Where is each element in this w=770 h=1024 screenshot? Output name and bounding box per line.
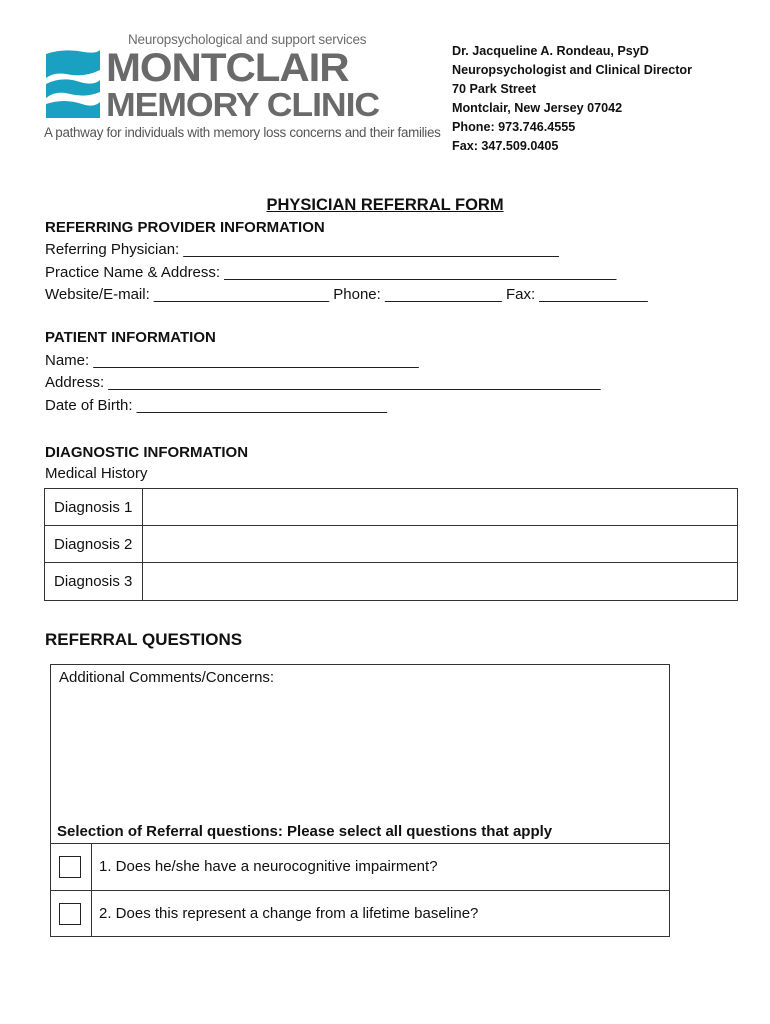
diagnosis-label: Diagnosis 3 [45, 563, 143, 600]
patient-name-field[interactable]: Name: _______________________________________ [45, 352, 419, 369]
patient-dob-field[interactable]: Date of Birth: ______________________________ [45, 397, 387, 414]
clinic-logo [44, 30, 441, 150]
patient-heading: PATIENT INFORMATION [45, 329, 216, 346]
table-row [45, 526, 737, 563]
practice-address-field[interactable]: Practice Name & Address: _______________________________________________ [45, 264, 617, 281]
website-phone-fax-field[interactable]: Website/E-mail: _____________________ Phone: ______________ Fax: _____________ [45, 286, 648, 303]
table-row [45, 563, 737, 600]
contact-role: Neuropsychologist and Clinical Director [452, 63, 693, 77]
checkbox-cell [51, 891, 92, 937]
provider-heading: REFERRING PROVIDER INFORMATION [45, 219, 325, 236]
question-2-checkbox[interactable] [59, 903, 81, 925]
question-1-label: 1. Does he/she have a neurocognitive impairment? [99, 858, 438, 875]
contact-city: Montclair, New Jersey 07042 [452, 101, 623, 115]
comments-label: Additional Comments/Concerns: [59, 669, 275, 686]
logo-tagline-top: Neuropsychological and support services [128, 32, 367, 47]
diagnosis-label: Diagnosis 1 [45, 489, 143, 525]
referral-heading: REFERRAL QUESTIONS [45, 630, 243, 649]
patient-address-field[interactable]: Address: ___________________________________________________________ [45, 374, 601, 391]
question-1-checkbox[interactable] [59, 856, 81, 878]
medical-history-label: Medical History [45, 465, 148, 482]
question-row [51, 843, 669, 890]
contact-doctor: Dr. Jacqueline A. Rondeau, PsyD [452, 44, 649, 58]
checkbox-cell [51, 844, 92, 890]
contact-phone: Phone: 973.746.4555 [452, 120, 576, 134]
table-row [45, 489, 737, 526]
contact-fax: Fax: 347.509.0405 [452, 139, 559, 153]
diagnosis-3-input[interactable] [143, 563, 737, 600]
contact-block [452, 42, 692, 156]
diagnostic-heading: DIAGNOSTIC INFORMATION [45, 444, 249, 461]
selection-instructions: Selection of Referral questions: Please select all questions that apply [57, 823, 553, 840]
diagnosis-table [44, 488, 738, 601]
question-row [51, 890, 669, 937]
comments-textarea[interactable] [51, 691, 669, 841]
wave-logo-icon [44, 48, 102, 122]
logo-tagline-bottom: A pathway for individuals with memory loss concerns and their families [44, 125, 441, 140]
contact-street: 70 Park Street [452, 82, 537, 96]
referring-physician-field[interactable]: Referring Physician: _____________________________________________ [45, 241, 559, 258]
diagnosis-1-input[interactable] [143, 489, 737, 525]
diagnosis-label: Diagnosis 2 [45, 526, 143, 562]
question-2-label: 2. Does this represent a change from a lifetime baseline? [99, 905, 479, 922]
diagnosis-2-input[interactable] [143, 526, 737, 562]
brand-name-line2: MEMORY CLINIC [106, 86, 380, 123]
referral-box [50, 664, 670, 937]
brand-name-line1: MONTCLAIR [106, 46, 349, 90]
form-title: PHYSICIAN REFERRAL FORM [266, 196, 504, 214]
